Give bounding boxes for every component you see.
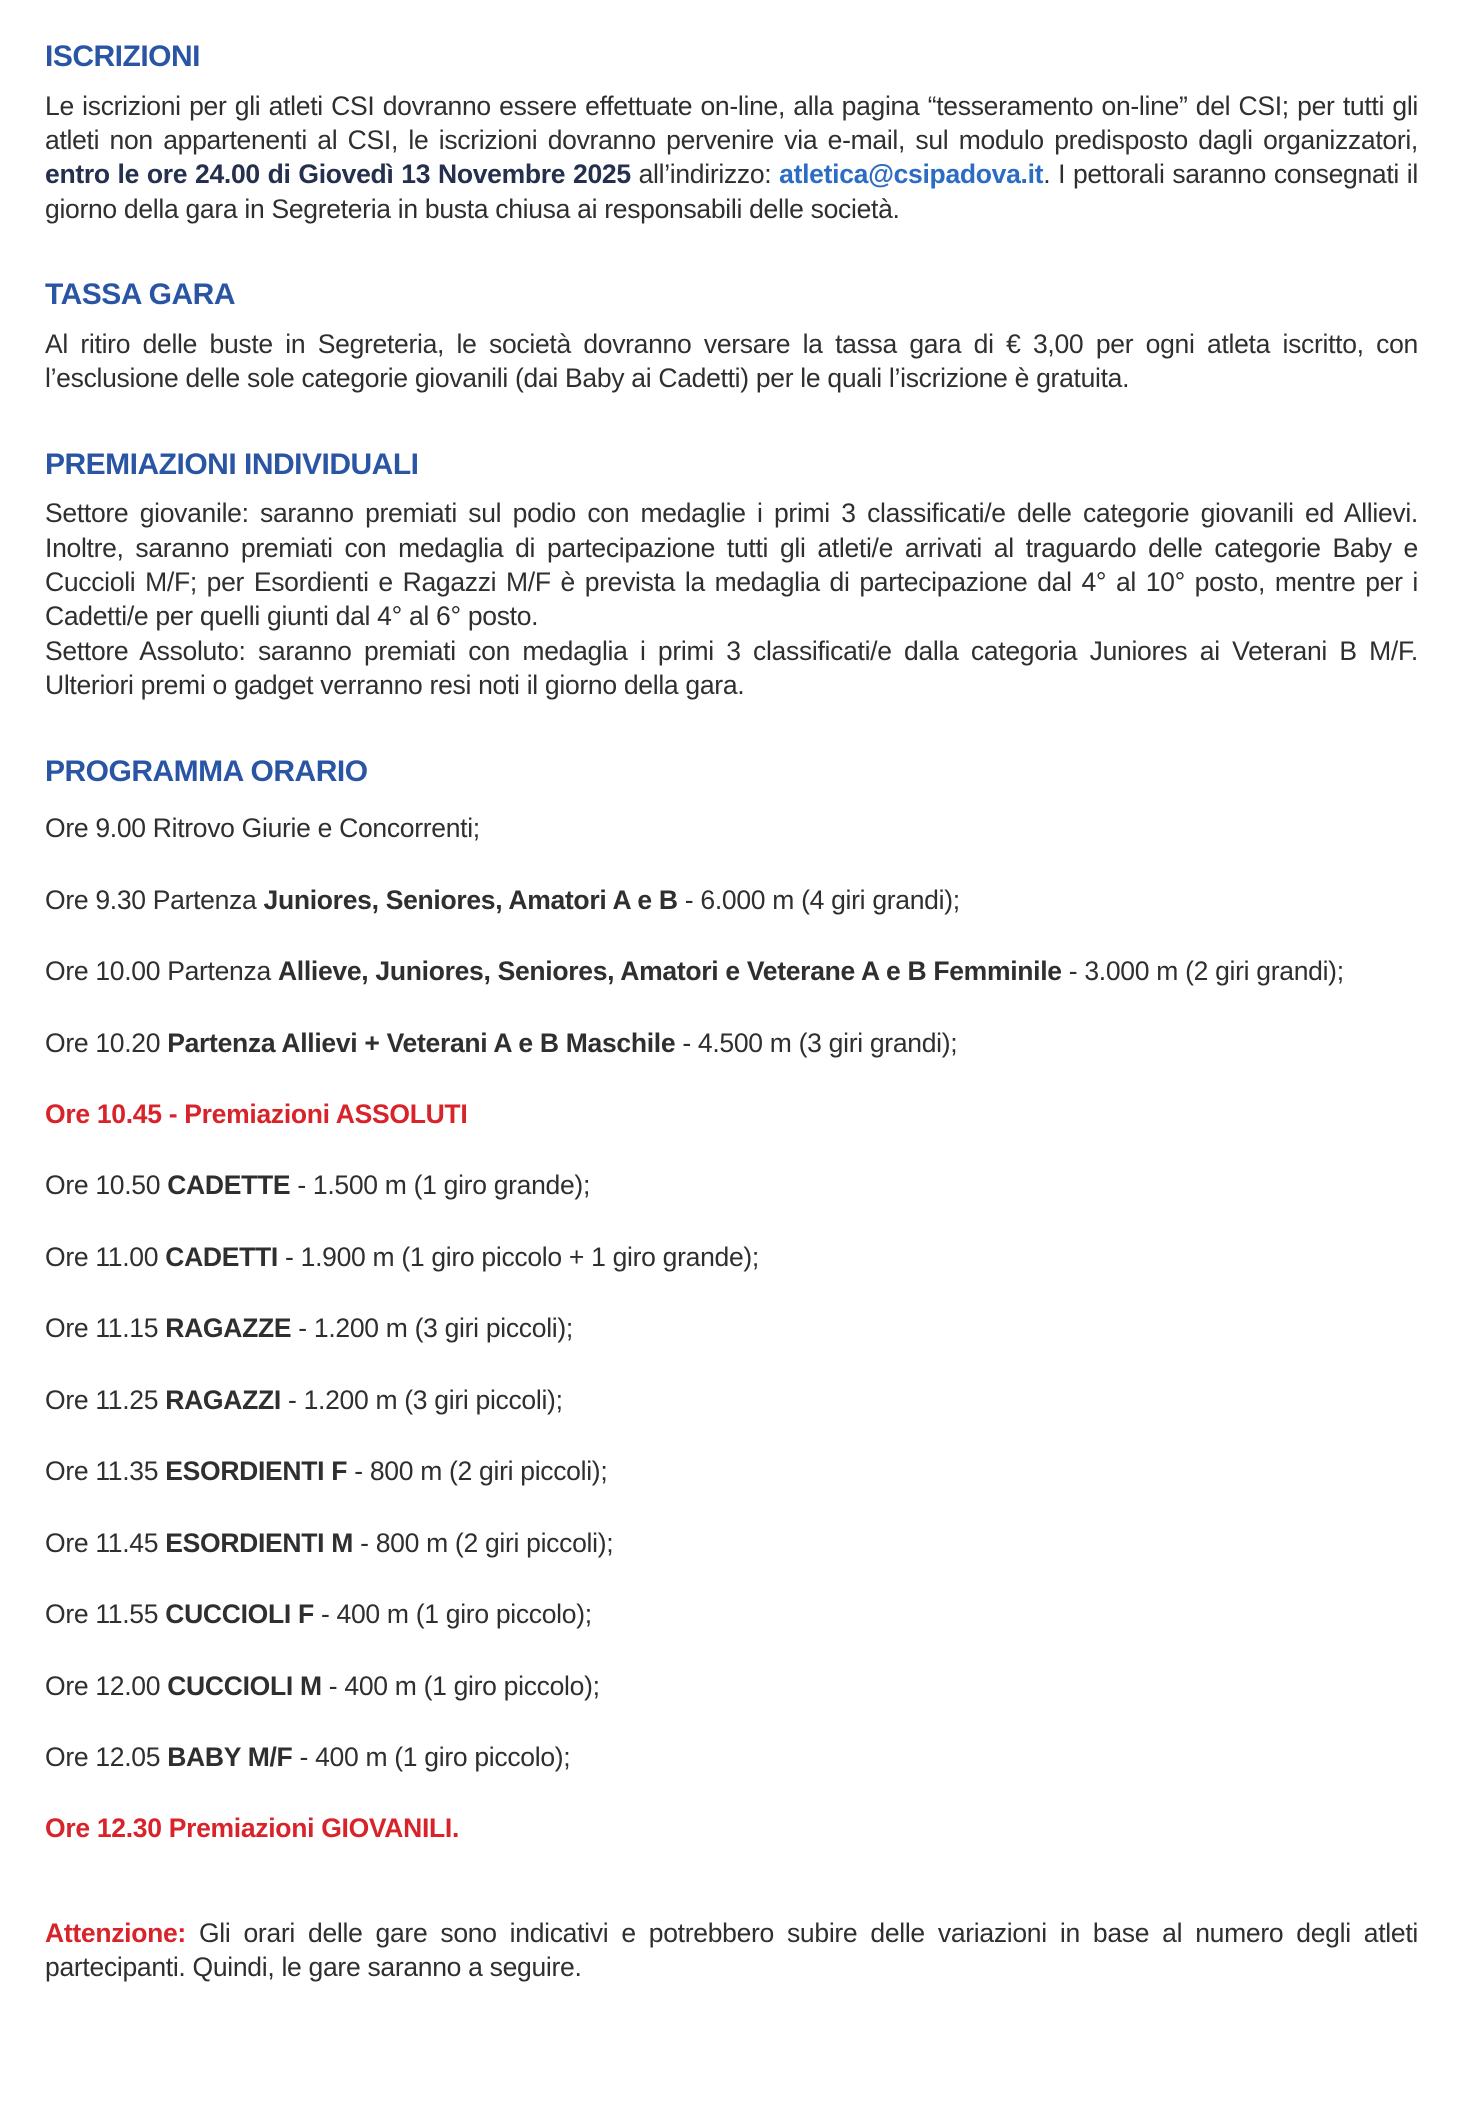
schedule-list (45, 811, 1418, 1846)
schedule-pre: Ore 11.15 (45, 1313, 166, 1344)
schedule-category: Ore 12.30 Premiazioni GIOVANILI. (45, 1813, 460, 1844)
schedule-pre: Ore 11.45 (45, 1527, 166, 1558)
schedule-category: CADETTE (167, 1170, 291, 1201)
programma-orario-heading: PROGRAMMA ORARIO (45, 754, 368, 788)
tassa-gara-paragraph: Al ritiro delle buste in Segreteria, le società dovranno versare la tassa gara di € 3,00 per ogni atleta iscritto, con l’esclusione delle sole categorie giovanili (dai Baby ai Cadetti) per le quali l’iscrizione è gratuita. (45, 328, 1418, 394)
schedule-pre: Ore 9.00 Ritrovo Giurie e Concorrenti; (45, 813, 480, 844)
section-iscrizioni (45, 40, 1418, 226)
schedule-distance: - 400 m (1 giro piccolo); (292, 1741, 571, 1772)
section-premiazioni (45, 448, 1418, 703)
schedule-line (45, 1383, 1418, 1417)
section-attenzione (45, 1916, 1418, 1985)
premiazioni-heading: PREMIAZIONI INDIVIDUALI (45, 447, 419, 481)
section-programma-orario (45, 755, 1418, 1846)
email-link[interactable]: atletica@csipadova.it (779, 159, 1044, 190)
attenzione-text: Gli orari delle gare sono indicativi e potrebbero subire delle variazioni in base al numero degli atleti partecipanti. Quindi, le gare saranno a seguire. (45, 1917, 1418, 1983)
schedule-pre: Ore 11.35 (45, 1456, 166, 1487)
schedule-distance: - 800 m (2 giri piccoli); (353, 1527, 614, 1558)
schedule-line (45, 1454, 1418, 1488)
schedule-line (45, 1240, 1418, 1274)
premiazioni-paragraph-giovanile: Settore giovanile: saranno premiati sul podio con medaglie i primi 3 classificati/e delle categorie giovanili ed Allievi. Inoltre, saranno premiati con medaglia di partecipazione tutti gli atleti/e arrivati al traguardo delle categorie Baby e Cuccioli M/F; per Esordienti e Ragazzi M/F è prevista la medaglia di partecipazione dal 4° al 10° posto, mentre per i Cadetti/e per quelli giunti dal 4° al 6° posto. (45, 498, 1418, 632)
schedule-category: Partenza Allievi + Veterani A e B Maschile (167, 1027, 676, 1058)
attenzione-label: Attenzione: (45, 1917, 186, 1948)
iscrizioni-text-2: all’indirizzo: (630, 159, 780, 190)
schedule-pre: Ore 11.00 (45, 1241, 166, 1272)
schedule-pre: Ore 11.55 (45, 1599, 166, 1630)
schedule-distance: - 6.000 m (4 giri grandi); (677, 884, 960, 915)
schedule-pre: Ore 12.05 (45, 1741, 168, 1772)
schedule-category: Allieve, Juniores, Seniores, Amatori e Veterane A e B Femminile (277, 956, 1062, 987)
iscrizioni-heading: ISCRIZIONI (45, 40, 201, 73)
schedule-line (45, 1026, 1418, 1060)
schedule-distance: - 800 m (2 giri piccoli); (347, 1456, 608, 1487)
schedule-category: Ore 10.45 - Premiazioni ASSOLUTI (45, 1099, 468, 1129)
attenzione-paragraph (45, 1916, 1418, 1985)
schedule-distance: - 1.500 m (1 giro grande); (290, 1170, 591, 1201)
schedule-distance: - 400 m (1 giro piccolo); (321, 1670, 600, 1701)
schedule-pre: Ore 10.20 (45, 1027, 168, 1058)
deadline-text: entro le ore 24.00 di Giovedì 13 Novembre 2025 (45, 159, 631, 190)
schedule-pre: Ore 10.00 Partenza (45, 956, 278, 987)
schedule-line (45, 1740, 1418, 1774)
schedule-category: RAGAZZE (165, 1313, 292, 1344)
schedule-category: CADETTI (165, 1241, 278, 1272)
iscrizioni-paragraph (45, 89, 1418, 227)
schedule-line (45, 811, 1418, 845)
schedule-pre: Ore 10.50 (45, 1170, 168, 1201)
schedule-line (45, 1311, 1418, 1345)
schedule-line (45, 883, 1418, 917)
schedule-line (45, 1526, 1418, 1560)
schedule-category: Juniores, Seniores, Amatori A e B (263, 884, 678, 915)
schedule-line (45, 1669, 1418, 1703)
tassa-gara-heading: TASSA GARA (45, 278, 235, 312)
schedule-line (45, 1597, 1418, 1631)
premiazioni-paragraph-assoluto: Settore Assoluto: saranno premiati con medaglia i primi 3 classificati/e dalla categoria Juniores ai Veterani B M/F. Ulteriori premi o gadget verranno resi noti il giorno della gara. (45, 635, 1418, 701)
schedule-distance: - 400 m (1 giro piccolo); (313, 1599, 592, 1630)
schedule-line (45, 954, 1418, 988)
schedule-category: BABY M/F (167, 1741, 293, 1772)
iscrizioni-text-1: Le iscrizioni per gli atleti CSI dovranno essere effettuate on-line, alla pagina “tesseramento on-line” del CSI; per tutti gli atleti non appartenenti al CSI, le iscrizioni dovranno pervenire via e-mail, sul modulo predisposto dagli organizzatori, (45, 90, 1418, 155)
schedule-category: ESORDIENTI M (165, 1527, 354, 1558)
schedule-category: ESORDIENTI F (165, 1456, 348, 1487)
iscrizioni-text-3: . I pettorali saranno consegnati il giorno della gara in Segreteria in busta chiusa ai responsabili delle società. (45, 159, 1418, 224)
schedule-distance: - 1.200 m (3 giri piccoli); (280, 1384, 563, 1415)
schedule-category: CUCCIOLI M (167, 1670, 322, 1701)
section-tassa-gara (45, 278, 1418, 395)
schedule-pre: Ore 11.25 (45, 1384, 166, 1415)
schedule-pre: Ore 9.30 Partenza (45, 884, 264, 915)
schedule-distance: - 4.500 m (3 giri grandi); (675, 1027, 958, 1058)
schedule-category: CUCCIOLI F (165, 1599, 314, 1630)
schedule-distance: - 3.000 m (2 giri grandi); (1061, 956, 1344, 987)
schedule-line-premiazioni-assoluti (45, 1097, 1418, 1131)
schedule-distance: - 1.200 m (3 giri piccoli); (291, 1313, 573, 1344)
schedule-category: RAGAZZI (165, 1384, 281, 1415)
schedule-line-premiazioni-giovanili (45, 1811, 1418, 1845)
schedule-distance: - 1.900 m (1 giro piccolo + 1 giro grande); (277, 1241, 759, 1272)
schedule-line (45, 1168, 1418, 1202)
schedule-pre: Ore 12.00 (45, 1670, 168, 1701)
